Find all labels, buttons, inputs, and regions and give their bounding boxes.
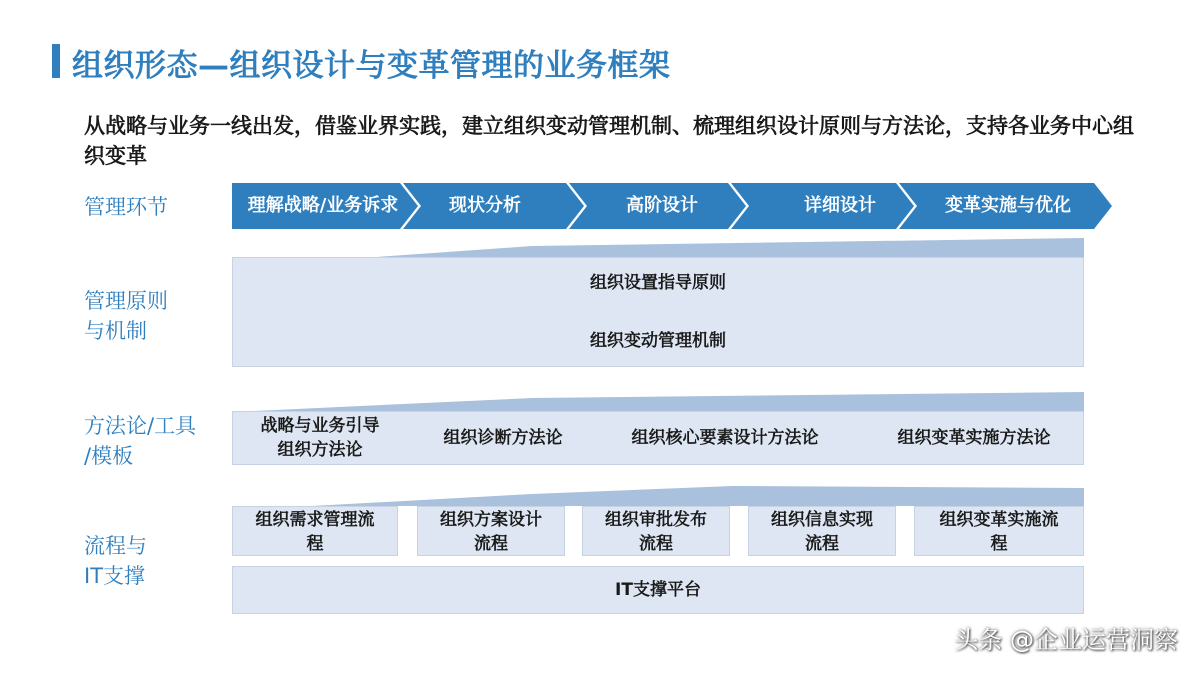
process-item-5: 组织变革实施流 程	[939, 510, 1059, 554]
principle-item-1: 组织设置指导原则	[590, 273, 726, 293]
method-item-4: 组织变革实施方法论	[897, 428, 1051, 448]
step-label-4: 详细设计	[804, 195, 876, 216]
process-item-3: 组织审批发布 流程	[605, 510, 707, 554]
page-title: 组织形态—组织设计与变革管理的业务框架	[72, 48, 671, 84]
method-item-1: 战略与业务引导 组织方法论	[260, 416, 380, 460]
process-item-1: 组织需求管理流 程	[255, 510, 375, 554]
step-label-2: 现状分析	[449, 195, 521, 216]
method-item-3: 组织核心要素设计方法论	[631, 428, 819, 448]
it-platform-label: IT支撑平台	[615, 580, 701, 600]
row-label-principles: 管理原则 与机制	[84, 289, 168, 343]
watermark: 头条 @企业运营洞察	[954, 626, 1178, 654]
process-roof	[232, 486, 1084, 508]
process-item-2: 组织方案设计 流程	[440, 510, 542, 554]
process-item-4: 组织信息实现 流程	[771, 510, 873, 554]
principle-item-2: 组织变动管理机制	[590, 331, 726, 351]
step-label-1: 理解战略/业务诉求	[247, 195, 399, 216]
row-label-management-steps: 管理环节	[84, 195, 168, 219]
step-label-5: 变革实施与优化	[945, 195, 1071, 216]
page-subtitle: 从战略与业务一线出发，借鉴业界实践，建立组织变动管理机制、梳理组织设计原则与方法论，支持各业务中心组织变革	[84, 114, 1134, 168]
row-label-process: 流程与 IT支撑	[84, 534, 147, 588]
step-label-3: 高阶设计	[626, 195, 698, 216]
row-label-methods: 方法论/工具 /模板	[84, 414, 197, 468]
title-accent-bar	[52, 44, 60, 78]
method-item-2: 组织诊断方法论	[443, 428, 563, 448]
